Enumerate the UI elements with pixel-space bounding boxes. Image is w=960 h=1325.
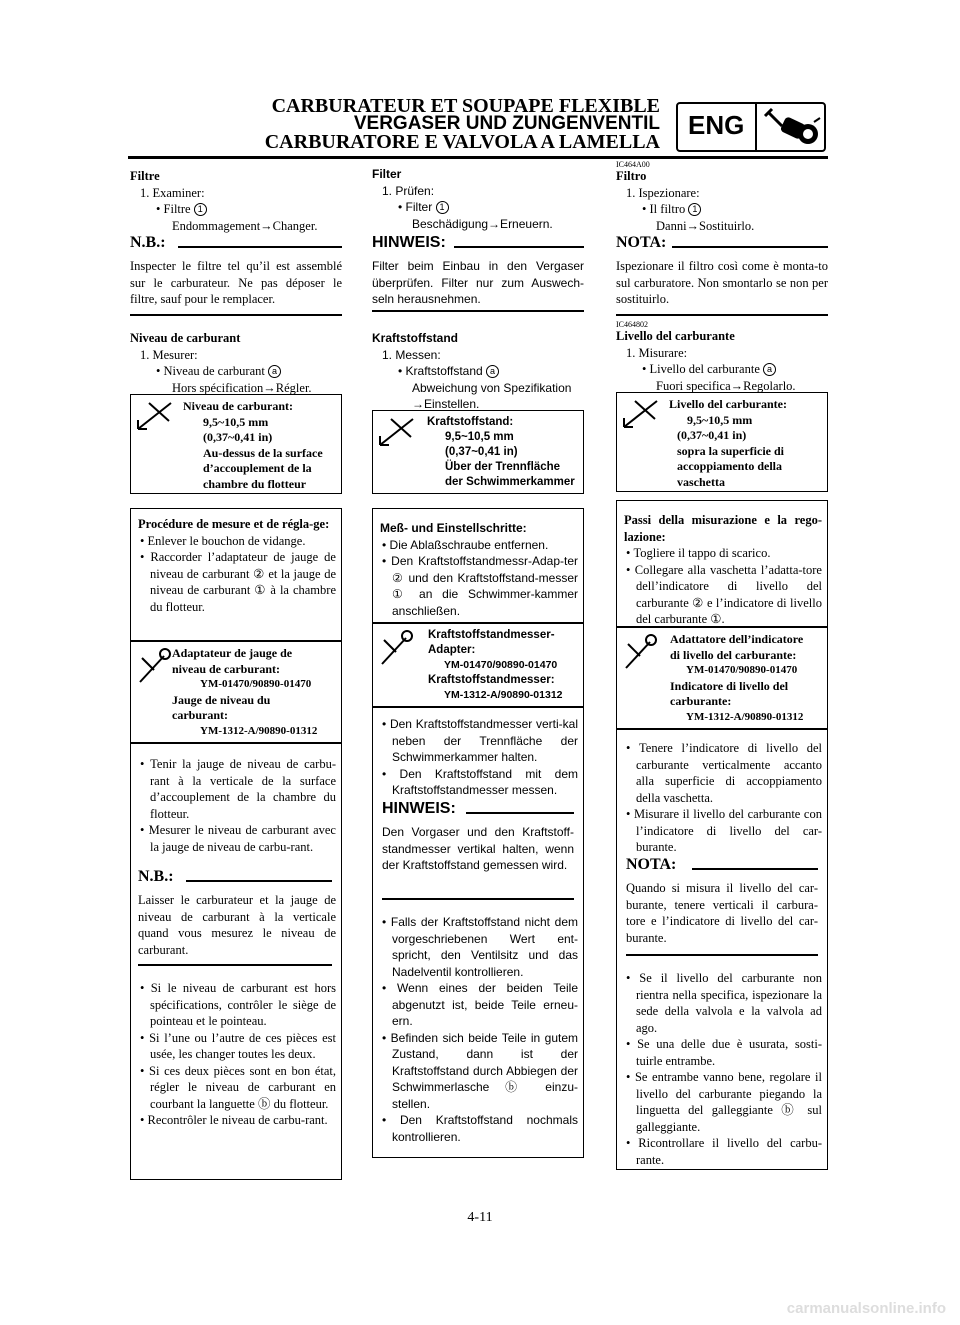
eng-badge-divider: [755, 104, 757, 150]
special-tool-icon: [136, 646, 172, 686]
de-spec-box: [372, 410, 584, 494]
tool-part-number: YM-01470/90890-01470: [444, 659, 558, 671]
de-adjust-steps: • Falls der Kraftstoffstand nicht dem vorgeschriebenen Wert ent-spricht, den Ventilsitz und das Nadelventil kontrollieren. • Wenn eines der beiden Teile abgenutzt ist, beide Teile erneu-ern. • Befinden sich beide Teile in gutem Zustand, dann ist der Kraftstoffstand durch Abbiegen der Schwimmerlasche ⓑ einzu-stellen. • Den Kraftstoffstand nochmals kontrollieren.: [382, 915, 578, 1144]
it-measure-steps: • Tenere l’indicatore di livello del carburante verticalmente accanto alla superficie di accoppiamento della vaschetta. • Misurare il livello del carburante con l’indicatore di livello del car-burante.: [626, 741, 822, 854]
it-spec-label: Livello del carburante:: [669, 397, 787, 411]
fr-note1-end-rule: [130, 314, 342, 316]
it-tool-bottom-rule: [616, 728, 828, 730]
fr-filter-title: Filtre: [130, 169, 160, 183]
de-tool-top-rule: [372, 622, 584, 624]
fr-proc-bullet: • Raccorder l’adaptateur de jauge de niveau de carburant ② et la jauge de niveau de carburant ① à la chambre du flotteur.: [140, 550, 336, 614]
header-title-de: VERGASER UND ZUNGENVENTIL: [353, 113, 660, 134]
fr-tool-bottom-rule: [130, 742, 342, 744]
fr-filter-action: Endommagement→Changer.: [172, 218, 318, 233]
fr-spec-value-in: (0,37~0,41 in): [203, 430, 273, 444]
de-tool-list: Kraftstoffstandmesser- Adapter: YM-01470/90890-01470 Kraftstoffstandmesser: YM-1312-A/90890-01312: [428, 629, 563, 701]
it-spec-note: accoppiamento della: [677, 459, 782, 473]
it-level-step: 1. Misurare:: [626, 345, 688, 360]
fr-note1-title: N.B.:: [130, 234, 166, 251]
it-proc-title: Passi della misurazione e la rego-lazione:: [624, 513, 822, 544]
de-tool-bottom-rule: [372, 706, 584, 708]
de-note1-title: HINWEIS:: [372, 234, 446, 251]
it-spec-box: [616, 392, 828, 492]
de-filter-action: Beschädigung→Erneuern.: [412, 216, 553, 231]
it-note2-end-rule: [626, 954, 818, 956]
it-filter-action: Danni→Sostituirlo.: [656, 218, 755, 233]
it-spec-note: vaschetta: [677, 474, 725, 489]
fr-level-section: [130, 330, 342, 396]
de-note2-title: HINWEIS:: [382, 800, 456, 817]
spec-wrench-icon: [135, 399, 175, 433]
fr-procedure: [138, 516, 336, 615]
de-level-action: →Einstellen.: [412, 397, 480, 411]
de-filter-title: Filter: [372, 167, 402, 181]
fr-spec-note: Au-dessus de la surface: [203, 445, 323, 460]
it-level-item: • Livello del carburante a: [616, 361, 828, 378]
fr-note2-end-rule: [138, 964, 332, 966]
de-note2-end-rule: [382, 898, 574, 900]
it-level-section: [616, 328, 828, 394]
de-level-title: Kraftstoffstand: [372, 331, 458, 345]
callout-a: a: [763, 363, 776, 376]
fr-note2-line: [186, 880, 332, 882]
callout-a: a: [486, 365, 499, 378]
special-tool-icon: [378, 628, 414, 668]
fr-adjust-steps: • Si le niveau de carburant est hors spécifications, contrôler le siège de pointeau et le pointeau. • Si l’une ou l’autre de ces pièces est usée, les changer toutes les deux. • Si ces deux pièces sont en bon état, régler le niveau de carburant en courbant la languette ⓑ du flotteur. • Recontrôler le niveau de carbu-rant.: [140, 981, 336, 1127]
fr-spec-label: Niveau de carburant:: [183, 399, 293, 413]
de-note1-line: [454, 246, 584, 248]
fr-filter-section: [130, 168, 342, 234]
it-section-code: IC464802: [616, 320, 648, 329]
header-title-fr: CARBURATEUR ET SOUPAPE FLEXIBLE: [271, 95, 660, 117]
fr-proc-bullet: • Enlever le bouchon de vidange.: [140, 533, 306, 548]
it-note2-text: Quando si misura il livello del car-burante, tenere verticali il carbura-tore e l’indicatore di livello del car-burante.: [626, 881, 818, 945]
engine-tool-icon: [762, 106, 824, 148]
it-level-action: Fuori specifica→Regolarlo.: [656, 378, 796, 393]
de-note1-end-rule: [372, 310, 584, 312]
de-level-section: [372, 330, 584, 413]
de-spec-label: Kraftstoffstand:: [427, 416, 514, 428]
it-note1-line: [672, 246, 828, 248]
header-title-it: CARBURATORE E VALVOLA A LAMELLA: [264, 131, 660, 153]
it-filter-title: Filtro: [616, 169, 647, 183]
it-level-title: Livello del carburante: [616, 329, 735, 343]
it-tool-list: Adattatore dell’indicatore di livello del carburante: YM-01470/90890-01470 Indicatore di livello del carburante: YM-1312-A/90890-01312: [670, 632, 803, 725]
it-note1-end-rule: [616, 314, 828, 316]
de-filter-item: • Filter 1: [372, 199, 584, 216]
de-note2-line: [466, 812, 574, 814]
de-note1-text: Filter beim Einbau in den Vergaser überprüfen. Filter nur zum Auswech-seln herausnehmen.: [372, 259, 584, 306]
de-spec-value: 9,5~10,5 mm: [445, 431, 514, 443]
callout-1: 1: [436, 201, 449, 214]
it-spec-note: sopra la superficie di: [677, 443, 784, 458]
de-filter-section: [372, 166, 584, 232]
de-filter-step: 1. Prüfen:: [382, 183, 435, 198]
fr-level-step: 1. Mesurer:: [140, 347, 198, 362]
fr-level-title: Niveau de carburant: [130, 331, 241, 345]
it-filter-item: • Il filtro 1: [616, 201, 828, 218]
fr-measure-steps: • Tenir la jauge de niveau de carbu-rant à la verticale de la surface d’accouplement de la chambre du flotteur. • Mesurer le niveau de carburant avec la jauge de niveau de carbu-rant.: [140, 757, 336, 854]
tool-part-number: YM-1312-A/90890-01312: [444, 689, 563, 701]
fr-note1-text: Inspecter le filtre tel qu’il est assemblé sur le carburateur. Ne pas déposer le filtre, sauf pour le remplacer.: [130, 259, 342, 306]
fr-filter-step: 1. Examiner:: [140, 185, 205, 200]
header-rule: [128, 156, 828, 159]
fr-note2-text: Laisser le carburateur et la jauge de niveau de carburant à la verticale quand vous mesurez le niveau de carburant.: [138, 893, 336, 957]
de-measure-steps: • Den Kraftstoffstandmesser verti-kal neben der Trennfläche der Schwimmerkammer halten. • Den Kraftstoffstand mit dem Kraftstoffstandmesser messen.: [382, 717, 578, 797]
it-spec-value: 9,5~10,5 mm: [687, 412, 753, 427]
it-note2-title: NOTA:: [626, 856, 677, 873]
it-note1-text: Ispezionare il filtro così come è monta-to sul carburatore. Non smontarlo se non per sostituirlo.: [616, 259, 828, 306]
fr-spec-note: chambre du flotteur: [203, 476, 307, 491]
fr-tool-top-rule: [130, 640, 342, 642]
it-filter-section: [616, 168, 828, 234]
de-procedure: Meß- und Einstellschritte: • Die Ablaßschraube entfernen. • Den Kraftstoffstandmessr-Adap-ter ② und den Kraftstoffstand-messer ① an die Schwimmer-kammer anschließen.: [380, 521, 578, 618]
eng-label: ENG: [688, 110, 745, 140]
de-note2-text: Den Vorgaser und den Kraftstoff-standmesser vertikal halten, wenn der Kraftstoffstand gemessen wird.: [382, 825, 574, 872]
de-level-step: 1. Messen:: [382, 347, 441, 362]
de-level-action: Abweichung von Spezifikation: [412, 380, 572, 395]
it-adjust-steps: • Se il livello del carburante non rientra nella specifica, ispezionare la sede della valvola e la valvola ad ago. • Se una delle due è usurata, sosti-tuirle entrambe. • Se entrambe vanno bene, regolare il livello del carburante piegando la linguetta del galleggiante ⓑ sul galleggiante. • Ricontrollare il livello del carbu-rante.: [626, 971, 822, 1167]
page-number: 4-11: [467, 1210, 493, 1225]
watermark: carmanualsonline.info: [786, 1300, 946, 1317]
it-procedure: Passi della misurazione e la rego-lazione: • Togliere il tappo di scarico. • Collegare alla vaschetta l’adatta-tore dell’indicatore di livello del carburante ② e l’indicatore di livello del carburante ①.: [624, 513, 822, 626]
it-tool-top-rule: [616, 626, 828, 628]
fr-spec-box: [130, 394, 342, 494]
de-proc-title: Meß- und Einstellschritte:: [380, 521, 527, 535]
fr-level-action: Hors spécification→Régler.: [172, 380, 312, 395]
it-spec-value-in: (0,37~0,41 in): [677, 428, 747, 442]
fr-spec-value: 9,5~10,5 mm: [203, 414, 269, 429]
tool-part-number: YM-1312-A/90890-01312: [686, 710, 804, 723]
special-tool-icon: [622, 632, 658, 672]
de-level-item: • Kraftstoffstand a: [372, 363, 584, 380]
callout-a: a: [268, 365, 281, 378]
tool-part-number: YM-01470/90890-01470: [200, 678, 312, 690]
it-filter-step: 1. Ispezionare:: [626, 185, 700, 200]
it-section-code: IC464A00: [616, 160, 650, 169]
it-note2-line: [692, 868, 818, 870]
it-note1-title: NOTA:: [616, 234, 667, 251]
fr-filter-item: • Filtre 1: [130, 201, 342, 218]
de-spec-note: der Schwimmerkammer: [445, 476, 575, 488]
spec-wrench-icon: [621, 397, 661, 431]
de-spec-value-in: (0,37~0,41 in): [445, 446, 518, 458]
tool-part-number: YM-1312-A/90890-01312: [200, 724, 318, 737]
fr-note2-title: N.B.:: [138, 868, 174, 885]
spec-wrench-icon: [377, 415, 417, 449]
de-spec-note: Über der Trennfläche: [445, 461, 561, 473]
fr-proc-title: Procédure de mesure et de régla-ge:: [138, 517, 330, 531]
fr-tool-list: Adaptateur de jauge de niveau de carburant: YM-01470/90890-01470 Jauge de niveau du carburant: YM-1312-A/90890-01312: [172, 646, 317, 739]
callout-1: 1: [688, 203, 701, 216]
fr-note1-line: [178, 246, 342, 248]
fr-level-item: • Niveau de carburant a: [130, 363, 342, 380]
tool-part-number: YM-01470/90890-01470: [686, 664, 798, 676]
callout-1: 1: [194, 203, 207, 216]
fr-spec-note: d’accouplement de la: [203, 461, 312, 475]
